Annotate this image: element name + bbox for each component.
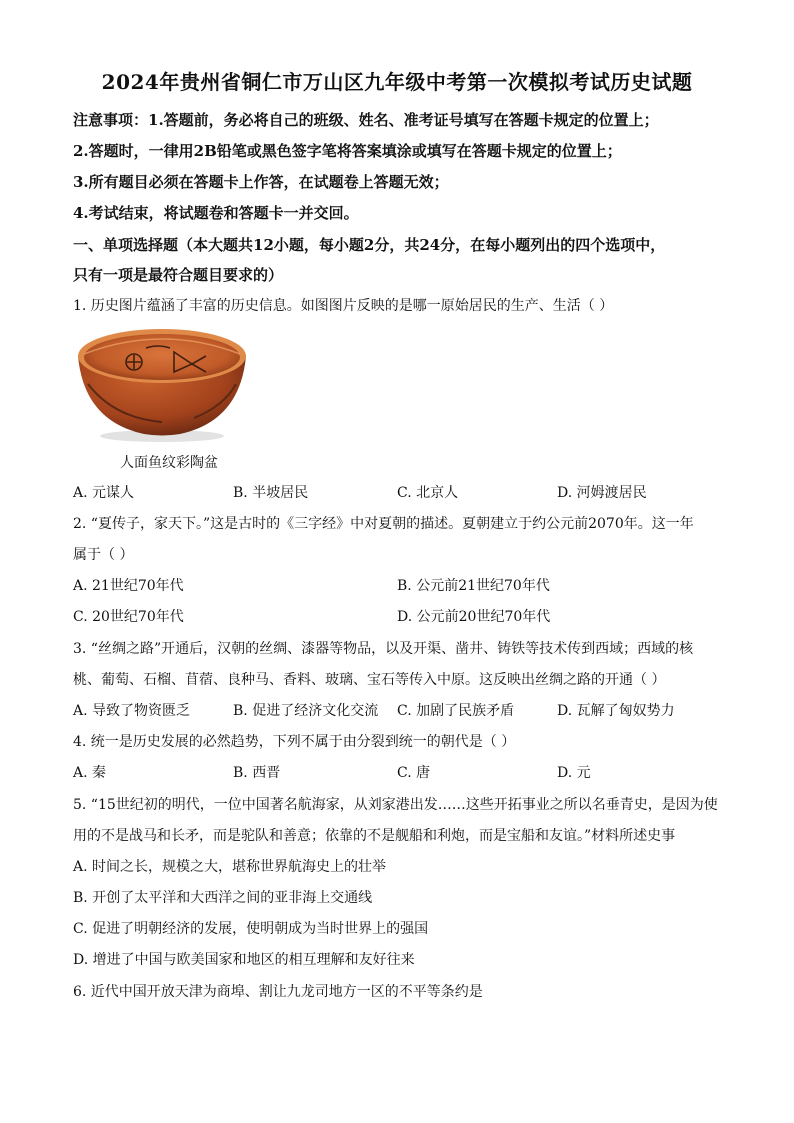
- painted-pottery-basin-image: [74, 326, 250, 444]
- q3-option-c: C. 加剧了民族矛盾: [397, 703, 515, 719]
- q1-option-d: D. 河姆渡居民: [557, 485, 647, 501]
- question-2-stem-cont: 属于（ ）: [73, 547, 134, 563]
- q5-option-b: B. 开创了太平洋和大西洋之间的亚非海上交通线: [73, 890, 373, 906]
- section-heading-cont: 只有一项是最符合题目要求的）: [73, 266, 284, 284]
- notice-line-2: 2.答题时，一律用2B铅笔或黑色签字笔将答案填涂或填写在答题卡规定的位置上；: [73, 142, 622, 160]
- q5-option-d: D. 增进了中国与欧美国家和地区的相互理解和友好往来: [73, 952, 415, 968]
- q4-option-c: C. 唐: [397, 765, 431, 781]
- q5-option-a: A. 时间之长，规模之大，堪称世界航海史上的壮举: [73, 859, 387, 875]
- q5-option-c: C. 促进了明朝经济的发展，使明朝成为当时世界上的强国: [73, 921, 429, 937]
- q2-option-c: C. 20世纪70年代: [73, 609, 184, 625]
- q4-option-b: B. 西晋: [233, 765, 281, 781]
- question-4-stem: 4. 统一是历史发展的必然趋势，下列不属于由分裂到统一的朝代是（ ）: [73, 734, 516, 750]
- q2-option-b: B. 公元前21世纪70年代: [397, 578, 550, 594]
- q2-option-a: A. 21世纪70年代: [73, 578, 184, 594]
- q1-option-b: B. 半坡居民: [233, 485, 309, 501]
- question-1-stem: 1. 历史图片蕴涵了丰富的历史信息。如图图片反映的是哪一原始居民的生产、生活（ ）: [73, 298, 614, 314]
- question-3-stem-cont: 桃、葡萄、石榴、苜蓿、良种马、香料、玻璃、宝石等传入中原。这反映出丝绸之路的开通（ ）: [73, 672, 666, 688]
- image-caption: 人面鱼纹彩陶盆: [120, 455, 218, 471]
- notice-line-1: 注意事项：1.答题前，务必将自己的班级、姓名、准考证号填写在答题卡规定的位置上；: [73, 111, 659, 129]
- q1-option-a: A. 元谋人: [73, 485, 135, 501]
- question-2-stem: 2. “夏传子，家天下。”这是古时的《三字经》中对夏朝的描述。夏朝建立于约公元前2070年。这一年: [73, 516, 694, 532]
- q3-option-a: A. 导致了物资匮乏: [73, 703, 191, 719]
- section-heading: 一、单项选择题（本大题共12小题，每小题2分，共24分，在每小题列出的四个选项中，: [73, 236, 666, 254]
- q2-option-d: D. 公元前20世纪70年代: [397, 609, 551, 625]
- question-6-stem: 6. 近代中国开放天津为商埠、割让九龙司地方一区的不平等条约是: [73, 984, 483, 1000]
- question-3-stem: 3. “丝绸之路”开通后，汉朝的丝绸、漆器等物品，以及开渠、凿井、铸铁等技术传到西域；西域的核: [73, 641, 694, 657]
- q3-option-b: B. 促进了经济文化交流: [233, 703, 379, 719]
- question-5-stem-cont: 用的不是战马和长矛，而是驼队和善意；依靠的不是舰船和利炮，而是宝船和友谊。”材料所述史事: [73, 828, 676, 844]
- q3-option-d: D. 瓦解了匈奴势力: [557, 703, 675, 719]
- q4-option-d: D. 元: [557, 765, 591, 781]
- question-5-stem: 5. “15世纪初的明代，一位中国著名航海家，从刘家港出发……这些开拓事业之所以名垂青史，是因为使: [73, 797, 718, 813]
- notice-line-4: 4.考试结束，将试题卷和答题卡一并交回。: [73, 204, 359, 222]
- notice-line-3: 3.所有题目必须在答题卡上作答，在试题卷上答题无效；: [73, 173, 449, 191]
- exam-title: 2024年贵州省铜仁市万山区九年级中考第一次模拟考试历史试题: [101, 70, 693, 94]
- q1-option-c: C. 北京人: [397, 485, 459, 501]
- q4-option-a: A. 秦: [73, 765, 107, 781]
